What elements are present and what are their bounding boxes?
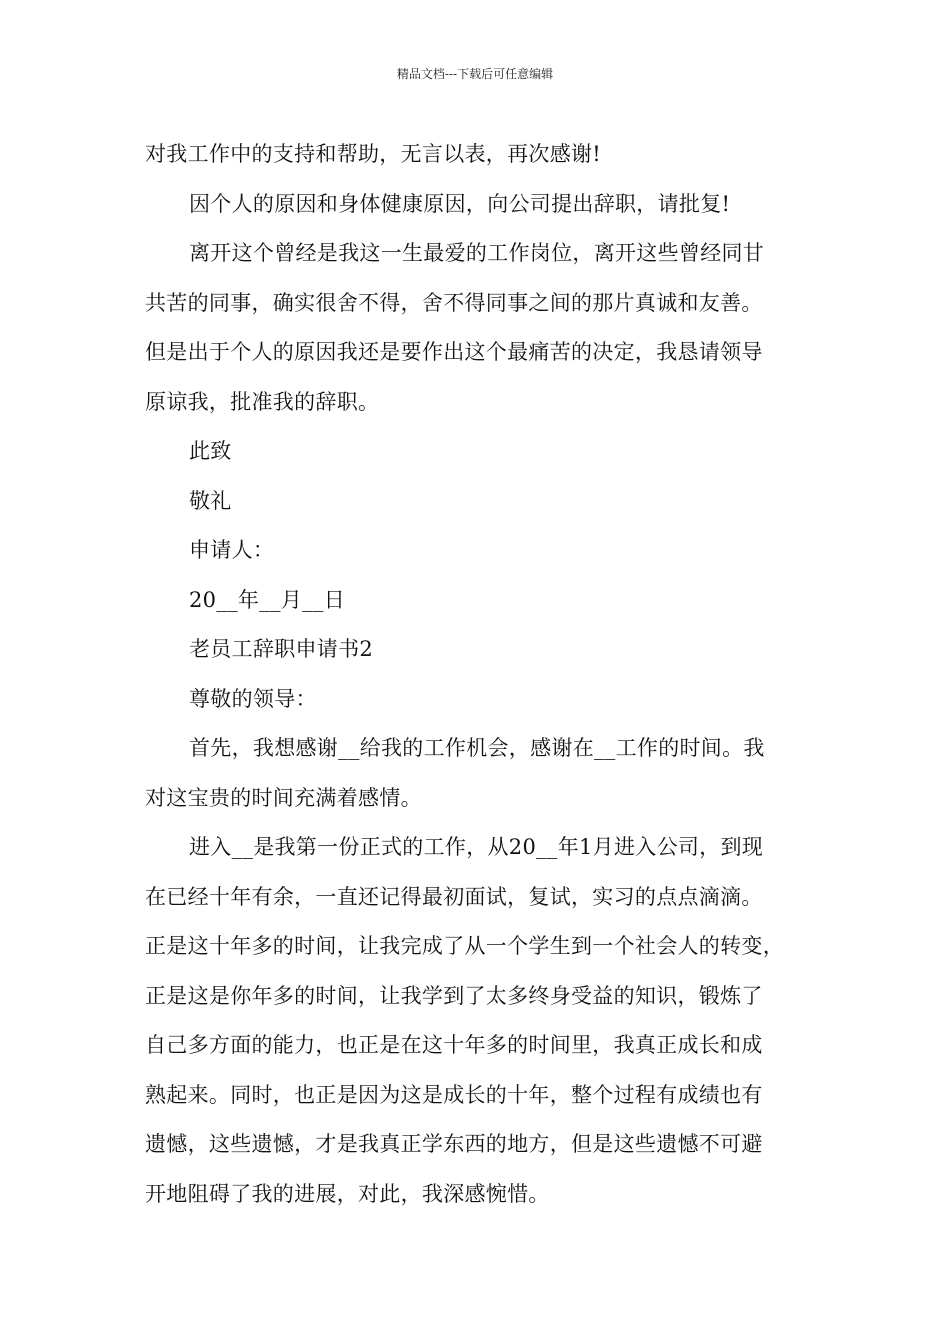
text-line: 正是这是你年多的时间，让我学到了太多终身受益的知识，锻炼了	[145, 983, 763, 1008]
text-line: 首先，我想感谢__给我的工作机会，感谢在__工作的时间。我	[189, 736, 765, 760]
text-line: 老员工辞职申请书2	[189, 637, 374, 661]
text-line: 正是这十年多的时间，让我完成了从一个学生到一个社会人的转变，	[145, 934, 784, 958]
text-line: 在已经十年有余，一直还记得最初面试，复试，实习的点点滴滴。	[145, 884, 763, 909]
text-line: 因个人的原因和身体健康原因，向公司提出辞职，请批复!	[189, 191, 731, 216]
text-line: 申请人：	[189, 538, 275, 562]
text-line: 离开这个曾经是我这一生最爱的工作岗位，离开这些曾经同甘	[189, 241, 765, 265]
text-line: 原谅我，批准我的辞职。	[145, 389, 380, 414]
text-line: 自己多方面的能力，也正是在这十年多的时间里，我真正成长和成	[145, 1033, 763, 1057]
text-line: 共苦的同事，确实很舍不得，舍不得同事之间的那片真诚和友善。	[145, 290, 763, 315]
page-header: 精品文档---下载后可任意编辑	[396, 67, 554, 81]
text-line: 但是出于个人的原因我还是要作出这个最痛苦的决定，我恳请领导	[145, 340, 763, 364]
text-line: 此致	[189, 439, 232, 463]
text-line: 对我工作中的支持和帮助，无言以表，再次感谢!	[145, 142, 602, 166]
document-body	[145, 130, 815, 1219]
text-line: 熟起来。同时，也正是因为这是成长的十年，整个过程有成绩也有	[145, 1082, 763, 1107]
text-line: 尊敬的领导：	[189, 686, 317, 711]
text-line: 遗憾，这些遗憾，才是我真正学东西的地方，但是这些遗憾不可避	[145, 1132, 763, 1156]
text-line: 敬礼	[189, 488, 232, 513]
text-line: 开地阻碍了我的进展，对此，我深感惋惜。	[145, 1181, 550, 1206]
text-line: 对这宝贵的时间充满着感情。	[145, 785, 422, 810]
text-line: 进入__是我第一份正式的工作，从20__年1月进入公司，到现	[189, 835, 764, 859]
text-line: 20__年__月__日	[189, 587, 346, 612]
